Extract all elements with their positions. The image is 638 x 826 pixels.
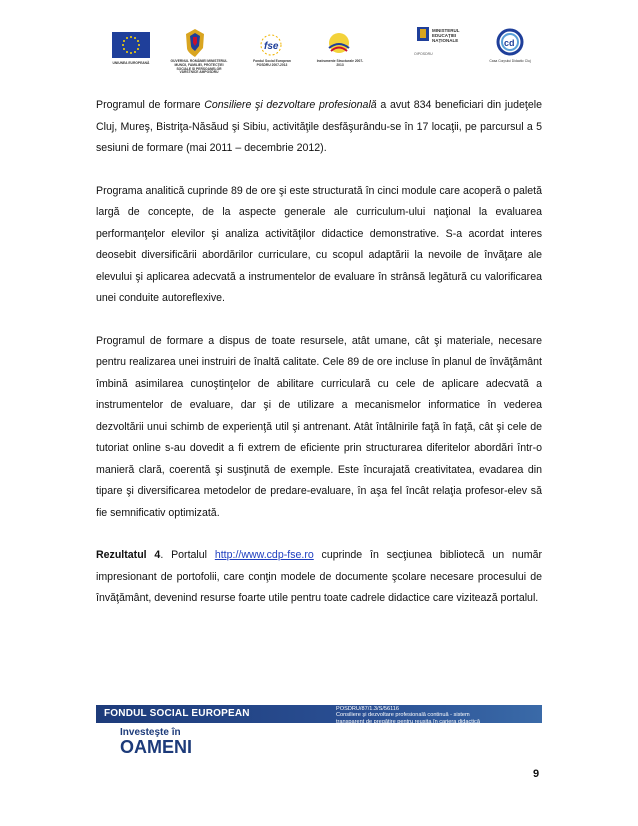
svg-text:cd: cd xyxy=(504,38,515,48)
structural-instruments-icon xyxy=(324,30,354,58)
gov-caption: GUVERNUL ROMÂNIEI MINISTERUL MUNCII, FAMILIEI, PROTECȚIEI SOCIALE ȘI PERSOANELOR VÂRSTNICE AMPOSDRU xyxy=(170,59,228,75)
fse-logo-icon xyxy=(256,32,286,58)
svg-text:fse: fse xyxy=(264,41,279,52)
footer-invest xyxy=(96,723,542,761)
project-code: POSDRU/87/1.3/S/56116 xyxy=(336,706,400,712)
ministry-caption: MINISTERUL EDUCAȚIEI NAȚIONALE xyxy=(432,28,460,44)
ccd-logo-icon xyxy=(496,28,524,56)
program-name: Consiliere şi dezvoltare profesională xyxy=(204,99,377,111)
paragraph-2: Programa analitică cuprinde 89 de ore şi este structurată în cinci module care acoperă o paletă largă de concepte, de la aspecte generale ale curriculum-ului naţional la evaluarea performanţelor elevilor şi analiza activităţilor didactice demonstrative. S-a acordat interes deosebit diversificării abordărilor curriculare, cu scopul adaptării la nevoile de învăţare ale elevului şi aplicarea adecvată a instrumentelor de evaluare în strânsă legătură cu valorificarea unei conduite autoreflexive. xyxy=(96,184,542,304)
p4-text-a: . Portalul xyxy=(160,549,215,561)
eu-caption: UNIUNEA EUROPEANĂ xyxy=(112,61,150,65)
document-body xyxy=(96,95,542,610)
invest-line-1: Investeşte în xyxy=(120,727,181,738)
romanian-coat-of-arms-icon xyxy=(184,28,206,58)
footer-band xyxy=(96,705,542,723)
fse-caption: Fondul Social European POSDRU 2007-2013 xyxy=(253,59,291,67)
p1-text-a: Programul de formare xyxy=(96,99,205,111)
result-label: Rezultatul 4 xyxy=(96,549,161,561)
eu-flag-icon xyxy=(112,32,150,58)
paragraph-4 xyxy=(96,545,542,610)
ministry-sub: OIPOSDRU xyxy=(414,52,433,56)
footer-fse-title: FONDUL SOCIAL EUROPEAN xyxy=(104,708,250,719)
invest-line-2: OAMENI xyxy=(120,737,192,757)
project-line-1: Consiliere şi dezvoltare profesională continuă - sistem xyxy=(336,712,470,719)
paragraph-3: Programul de formare a dispus de toate resursele, atât umane, cât şi materiale, necesare pentru realizarea unei instruiri de înaltă calitate. Cele 89 de ore incluse în planul de învăţământ îmbină asimilarea cunoştinţelor de abilitare curriculară cu cele de aplicare adecvată a instrumentelor de evaluare, dar şi de utilizare a mecanismelor informatice în vederea dezvoltării unui schimb de experienţă util şi antrenant. Atât întâlnirile faţă în faţă, cât şi cele de tutoriat online s-au dovedit a fi extrem de eficiente prin structurarea diferitelor abordări într-o manieră clară, coerentă şi susţinută de exemple. Este încurajată creativitatea, evadarea din tipare şi diversificarea metodelor de predare-evaluare, în aşa fel încât relaţia profesor-elev să fie semnificativ optimizată. xyxy=(96,334,542,519)
p1-text-c: a avut 834 beneficiari din judeţele Cluj, Mureş, Bistriţa-Năsăud şi Sibiu, activităţile desfăşurându-se în 17 locaţii, pe parcursul a 5 sesiuni de formare (mai 2011 – decembrie 2012). xyxy=(96,99,542,154)
p4-text-b: cuprinde în secţiunea bibliotecă un număr impresionant de portofolii, care conţin modele de documente şcolare necesare procesului de învăţământ, devenind resurse foarte utile pentru toate cadrele didactice care vizitează portalul. xyxy=(96,549,543,604)
ministry-emblem-icon xyxy=(416,26,430,42)
is-caption: Instrumente Structurale 2007-2013 xyxy=(316,59,364,67)
paragraph-1 xyxy=(96,95,542,160)
ccd-caption: Casa Corpului Didactic Cluj xyxy=(489,59,531,63)
page-number: 9 xyxy=(533,768,540,780)
project-line-2: transparent de pregătire pentru reuşita în cariera didactică xyxy=(336,718,480,725)
portal-link[interactable]: http://www.cdp-fse.ro xyxy=(214,549,314,561)
header-logos xyxy=(96,26,556,76)
